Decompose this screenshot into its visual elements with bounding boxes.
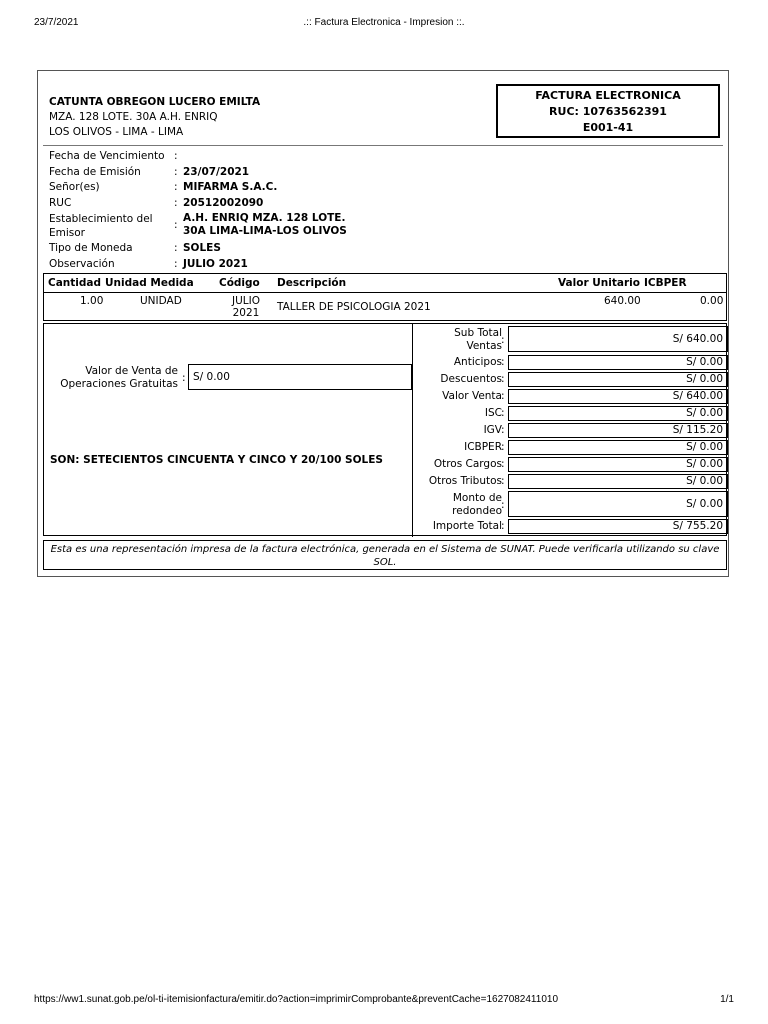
info-colon: : (174, 165, 178, 178)
info-label: Tipo de Moneda (49, 242, 133, 254)
amount-in-words: SON: SETECIENTOS CINCUENTA Y CINCO Y 20/100 SOLES (50, 454, 383, 466)
cell-codigo-line-2: 2021 (232, 307, 260, 319)
cell-cantidad: 1.00 (80, 295, 104, 307)
total-colon: : (501, 441, 505, 453)
total-label (454, 327, 502, 353)
total-colon: : (501, 475, 505, 487)
col-header-unidad: Unidad Medida (105, 277, 194, 289)
print-date: 23/7/2021 (34, 17, 79, 28)
col-header-valor-unitario: Valor Unitario (558, 277, 640, 289)
sunat-note: Esta es una representación impresa de la factura electrónica, generada en el Sistema de SUNAT. Puede verificarla utilizando su clave SOL. (43, 540, 727, 570)
header-divider (43, 145, 723, 146)
print-page-number: 1/1 (720, 994, 734, 1005)
total-label-line-1: Sub Total (454, 327, 502, 339)
total-value: S/ 755.20 (508, 519, 728, 534)
total-value: S/ 0.00 (508, 406, 728, 421)
info-colon: : (174, 242, 178, 254)
invoice-id-box (496, 84, 720, 138)
info-label: Fecha de Vencimiento (49, 150, 165, 162)
info-value: 20512002090 (183, 196, 264, 209)
info-colon: : (174, 219, 178, 231)
total-label-line-2: Ventas (466, 340, 502, 352)
totals-table (412, 324, 728, 537)
cell-descripcion: TALLER DE PSICOLOGIA 2021 (277, 301, 431, 313)
items-table (43, 273, 727, 321)
total-colon: : (501, 424, 505, 436)
info-label: Fecha de Emisión (49, 165, 141, 178)
total-colon: : (501, 458, 505, 470)
info-colon: : (174, 181, 178, 193)
cell-unidad: UNIDAD (140, 295, 182, 307)
total-label-line-1: Monto de (452, 492, 502, 504)
info-label: RUC (49, 196, 72, 209)
cell-codigo-line-1: JULIO (232, 295, 260, 307)
free-ops-label-line-2: Operaciones Gratuitas (60, 378, 178, 390)
print-title: .:: Factura Electronica - Impresion ::. (303, 17, 465, 28)
col-header-codigo: Código (219, 277, 260, 289)
info-value: SOLES (183, 242, 221, 254)
invoice-document (37, 70, 729, 577)
issuer-block (49, 95, 260, 140)
total-label: Otros Cargos (433, 458, 502, 470)
info-value: JULIO 2021 (183, 257, 248, 270)
total-label: Importe Total (432, 520, 502, 532)
issuer-address-line-1: MZA. 128 LOTE. 30A A.H. ENRIQ (49, 111, 218, 123)
total-row-subtotal (413, 326, 729, 354)
total-colon: : (501, 373, 505, 385)
total-label: ISC (484, 407, 502, 419)
info-value: 23/07/2021 (183, 165, 250, 178)
info-label: Señor(es) (49, 181, 100, 193)
col-header-cantidad: Cantidad (48, 277, 102, 289)
total-label-line-2: redondeo (452, 505, 502, 517)
total-value: S/ 0.00 (508, 440, 728, 455)
total-value: S/ 0.00 (508, 474, 728, 489)
totals-area (43, 323, 727, 536)
total-colon: : (501, 520, 505, 532)
info-label-line-1: Establecimiento del (49, 213, 153, 225)
info-label: Observación (49, 257, 115, 270)
total-colon: : (501, 407, 505, 419)
total-value: S/ 0.00 (508, 491, 728, 517)
info-label-line-2: Emisor (49, 227, 85, 239)
total-colon: : (501, 390, 505, 402)
col-header-icbper: ICBPER (644, 277, 687, 289)
free-ops-label-line-1: Valor de Venta de (85, 365, 178, 377)
items-header-divider (44, 292, 726, 293)
info-value: MIFARMA S.A.C. (183, 181, 278, 193)
invoice-ruc: RUC: 10763562391 (549, 105, 667, 118)
total-value: S/ 640.00 (508, 389, 728, 404)
total-value: S/ 0.00 (508, 355, 728, 370)
print-header (34, 17, 734, 31)
total-label: Descuentos (440, 373, 502, 385)
total-value: S/ 640.00 (508, 326, 728, 352)
info-colon: : (174, 150, 178, 162)
issuer-name: CATUNTA OBREGON LUCERO EMILTA (49, 96, 261, 108)
cell-valor-unitario: 640.00 (604, 295, 641, 307)
total-value: S/ 0.00 (508, 372, 728, 387)
total-label: ICBPER (464, 441, 502, 453)
free-ops-value: S/ 0.00 (188, 364, 412, 390)
col-header-descripcion: Descripción (277, 277, 347, 289)
info-colon: : (174, 196, 178, 209)
info-label (49, 212, 171, 240)
total-row-redondeo (413, 491, 729, 519)
total-label: Otros Tributos (428, 475, 502, 487)
print-url: https://ww1.sunat.gob.pe/ol-ti-itemisionfactura/emitir.do?action=imprimirComprobante&preventCache=1627082411010 (34, 994, 558, 1005)
total-colon: : (501, 499, 505, 511)
info-colon: : (174, 257, 178, 270)
invoice-type: FACTURA ELECTRONICA (535, 89, 681, 102)
cell-icbper: 0.00 (700, 295, 724, 307)
info-value-line-2: 30A LIMA-LIMA-LOS OLIVOS (183, 225, 347, 237)
total-value: S/ 0.00 (508, 457, 728, 472)
info-value-line-1: A.H. ENRIQ MZA. 128 LOTE. (183, 212, 346, 224)
invoice-number: E001-41 (582, 121, 634, 134)
issuer-address-line-2: LOS OLIVOS - LIMA - LIMA (49, 126, 184, 138)
total-colon: : (501, 334, 505, 346)
cell-codigo (224, 295, 268, 319)
total-label (452, 492, 502, 518)
free-ops-colon: : (182, 372, 186, 384)
total-colon: : (501, 356, 505, 368)
total-label: Valor Venta (442, 390, 502, 402)
total-label: Anticipos (453, 356, 502, 368)
total-value: S/ 115.20 (508, 423, 728, 438)
free-ops-label (54, 365, 178, 391)
info-value (183, 212, 347, 238)
total-label: IGV (483, 424, 502, 436)
